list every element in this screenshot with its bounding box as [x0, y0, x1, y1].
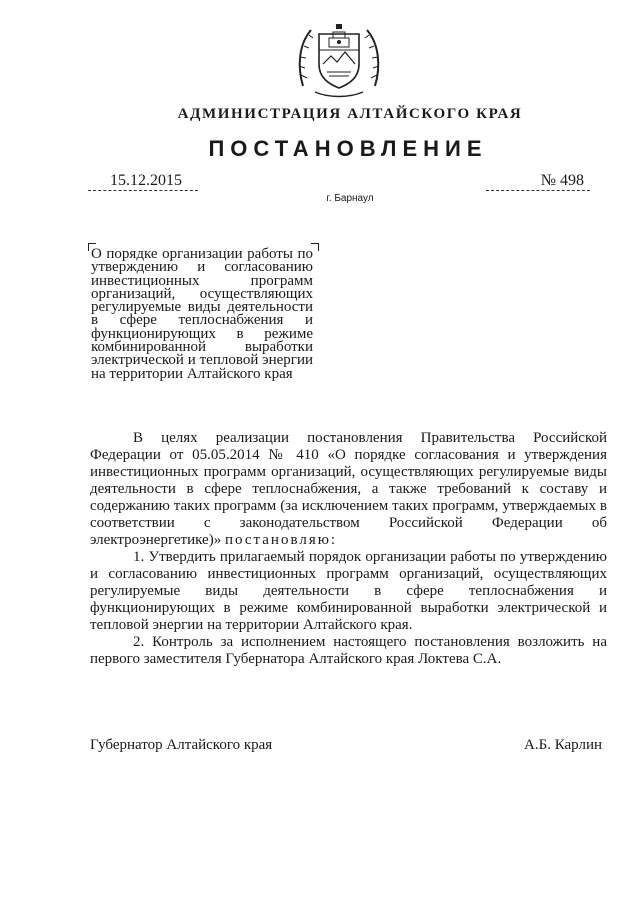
city-name: г. Барнаул	[326, 193, 374, 204]
document-number: № 498	[486, 172, 590, 191]
document-date: 15.12.2015	[88, 172, 198, 191]
document-subject: О порядке организации работы по утверждению и согласованию инвестиционных программ организаций, осуществляющих регулируемые виды деятельности в сфере теплоснабжения и функционирующих в режиме комбинированной выработки электрической и тепловой энергии на территории Алтайского края	[91, 246, 313, 382]
document-body	[90, 430, 607, 668]
organization-name: АДМИНИСТРАЦИЯ АЛТАЙСКОГО КРАЯ	[177, 106, 523, 122]
preamble-paragraph	[90, 430, 607, 549]
decree-word: постановляю:	[224, 532, 338, 548]
item-1-paragraph: 1. Утвердить прилагаемый порядок организации работы по утверждению и согласованию инвестиционных программ организаций, осуществляющих регулируемые виды деятельности в сфере теплоснабжения и функционирующих в режиме комбинированной выработки электрической и тепловой энергии на территории Алтайского края.	[90, 549, 607, 633]
signatory-name: А.Б. Карлин	[524, 737, 603, 753]
document-type-title: ПОСТАНОВЛЕНИЕ	[208, 136, 488, 161]
coat-of-arms-emblem	[293, 16, 385, 100]
item-2-paragraph: 2. Контроль за исполнением настоящего постановления возложить на первого заместителя Губернатора Алтайского края Локтева С.А.	[90, 634, 607, 667]
signatory-position: Губернатор Алтайского края	[90, 737, 273, 753]
preamble-text: В целях реализации постановления Правительства Российской Федерации от 05.05.2014 № 410 «О порядке согласования и утверждения инвестиционных программ организаций, осуществляющих регулируемые виды деятельности в сфере теплоснабжения, а также требований к составу и содержанию таких программ (за исключением таких программ, утверждаемых в соответствии с законодательством Российской Федерации об электроэнергетике)»	[90, 430, 607, 548]
